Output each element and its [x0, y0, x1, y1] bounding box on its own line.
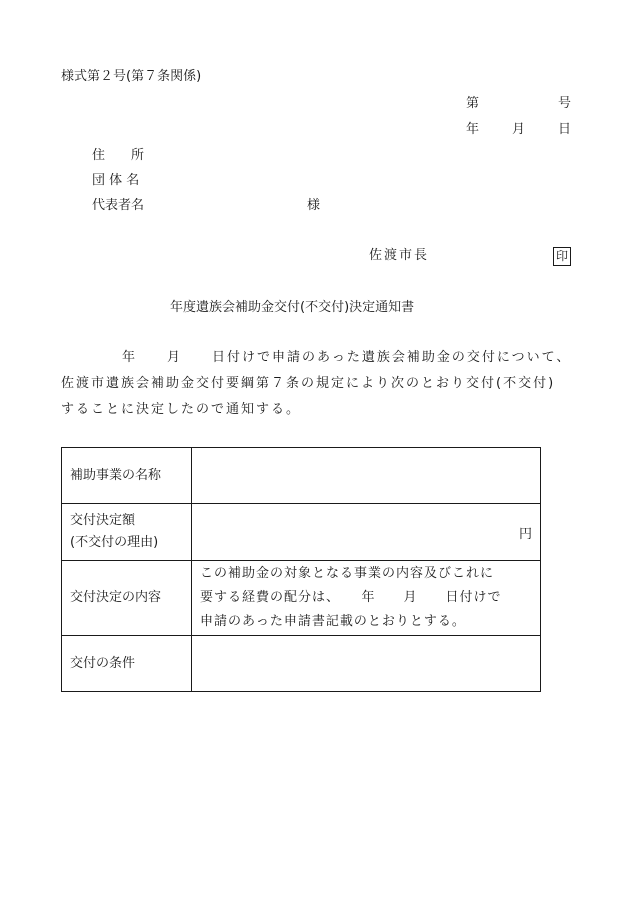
yen-unit: 円 [518, 526, 532, 542]
body-line-3: することに決定したので通知する。 [61, 402, 302, 417]
table-row [62, 448, 541, 504]
recipient-address-label: 住 所 [92, 148, 145, 163]
table-row [62, 561, 541, 636]
decision-amount-value [192, 504, 541, 561]
decision-content-label: 交付決定の内容 [62, 561, 192, 636]
table-row [62, 636, 541, 692]
form-number: 様式第２号(第７条関係) [61, 69, 202, 84]
date-day: 日 [558, 122, 572, 137]
decision-amount-label-line-1: 交付決定額 [70, 513, 136, 528]
table-row [62, 504, 541, 561]
issuer-title: 佐渡市長 [369, 248, 430, 263]
decision-table [61, 447, 541, 692]
decision-content-line-3: 申請のあった申請書記載のとおりとする。 [200, 614, 466, 629]
project-name-label: 補助事業の名称 [62, 448, 192, 504]
decision-content-line-1: この補助金の対象となる事業の内容及びこれに [200, 566, 495, 581]
document-number-suffix: 号 [558, 96, 572, 111]
recipient-representative-label: 代表者名 [92, 198, 145, 213]
grant-conditions-value [192, 636, 541, 692]
grant-conditions-label: 交付の条件 [62, 636, 192, 692]
project-name-value [192, 448, 541, 504]
date-year: 年 [466, 122, 480, 137]
document-title: 年度遺族会補助金交付(不交付)決定通知書 [170, 300, 415, 315]
body-line-2: 佐渡市遺族会補助金交付要綱第７条の規定により次のとおり交付(不交付) [61, 376, 556, 391]
decision-content-value [192, 561, 541, 636]
seal-mark: 印 [553, 247, 571, 266]
date-month: 月 [512, 122, 526, 137]
body-line-1: 年 月 日付けで申請のあった遺族会補助金の交付について、 [122, 350, 572, 365]
decision-amount-label-line-2: (不交付の理由) [70, 535, 159, 550]
recipient-honorific: 様 [307, 198, 321, 213]
document-number-prefix: 第 [466, 96, 480, 111]
decision-amount-label [62, 504, 192, 561]
decision-content-line-2: 要する経費の配分は、 年 月 日付けで [200, 590, 502, 605]
recipient-group-label: 団 体 名 [92, 173, 140, 188]
